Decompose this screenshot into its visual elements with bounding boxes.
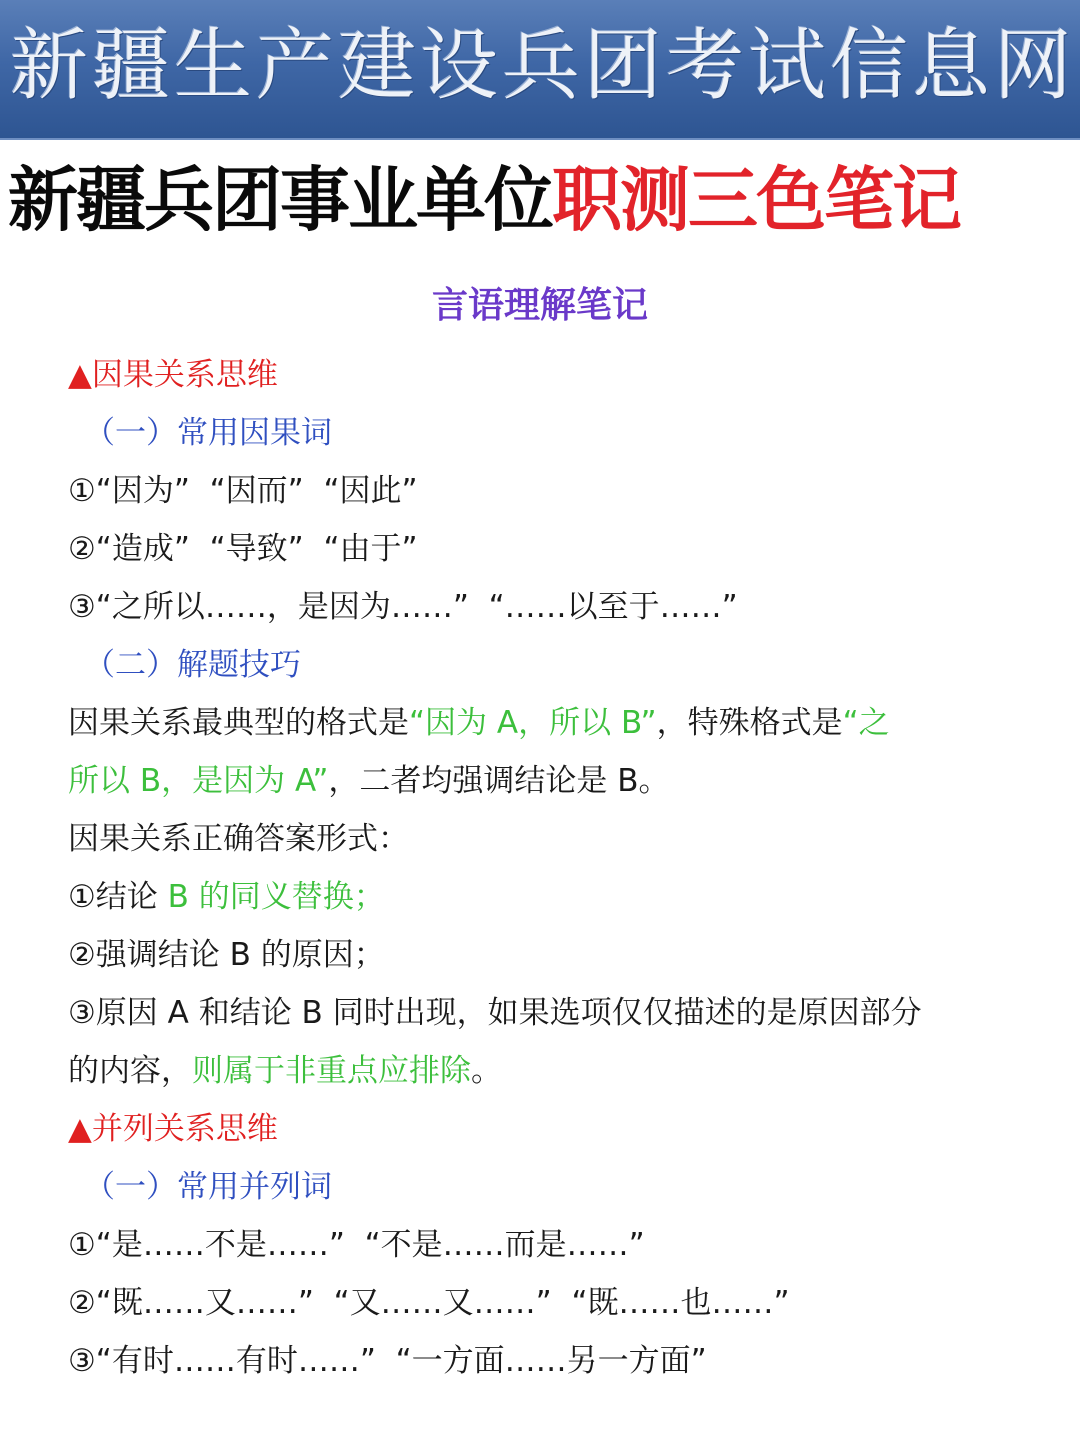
- section-heading-causal: ▲因果关系思维: [68, 357, 278, 393]
- highlight-text: 所以 B，是因为 A”: [68, 763, 329, 799]
- highlight-text: B 的同义替换；: [157, 879, 385, 915]
- answer-item: [68, 868, 1028, 926]
- answer-text: 的内容，: [68, 1053, 192, 1089]
- answer-text: 。: [471, 1053, 502, 1089]
- list-item: ①“因为” “因而” “因此”: [68, 473, 418, 509]
- list-item: ②“造成” “导致” “由于”: [68, 531, 418, 567]
- subheading-parallel-words: （一）常用并列词: [84, 1169, 332, 1205]
- answer-item-cont: [68, 1042, 1028, 1100]
- highlight-text: 则属于非重点应排除: [192, 1053, 471, 1089]
- list-item: ①“是……不是……” “不是……而是……”: [68, 1227, 645, 1263]
- paragraph-text: ，二者均强调结论是 B。: [328, 763, 670, 799]
- subheading-solving-tips: （二）解题技巧: [84, 647, 301, 683]
- subheading-causal-words: （一）常用因果词: [84, 415, 332, 451]
- list-item: ②“既……又……” “又……又……” “既……也……”: [68, 1285, 790, 1321]
- highlight-text: “之: [842, 705, 890, 741]
- paragraph-causal-format-cont: [68, 752, 1028, 810]
- list-item: ③“之所以……，是因为……” “……以至于……”: [68, 589, 738, 625]
- paragraph-causal-format: [68, 694, 1028, 752]
- site-banner: [0, 0, 1080, 140]
- headline-black-part: 新疆兵团事业单位: [8, 158, 552, 241]
- list-item: ③“有时……有时……” “一方面……另一方面”: [68, 1343, 707, 1379]
- paragraph-text: ，特殊格式是: [656, 705, 843, 741]
- headline-red-part: 职测三色笔记: [552, 158, 960, 241]
- page-subtitle: 言语理解笔记: [431, 285, 648, 326]
- answer-item: ②强调结论 B 的原因；: [68, 937, 385, 973]
- paragraph-text: 因果关系最典型的格式是: [68, 705, 409, 741]
- answer-item: ③原因 A 和结论 B 同时出现，如果选项仅仅描述的是原因部分: [68, 995, 922, 1031]
- banner-title: 新疆生产建设兵团考试信息网: [10, 21, 1077, 111]
- page-headline: [8, 150, 1078, 250]
- section-heading-parallel: ▲并列关系思维: [68, 1111, 278, 1147]
- answer-text: ①结论: [68, 879, 158, 915]
- answer-form-label: 因果关系正确答案形式：: [68, 821, 409, 857]
- highlight-text: “因为 A，所以 B”: [409, 705, 657, 741]
